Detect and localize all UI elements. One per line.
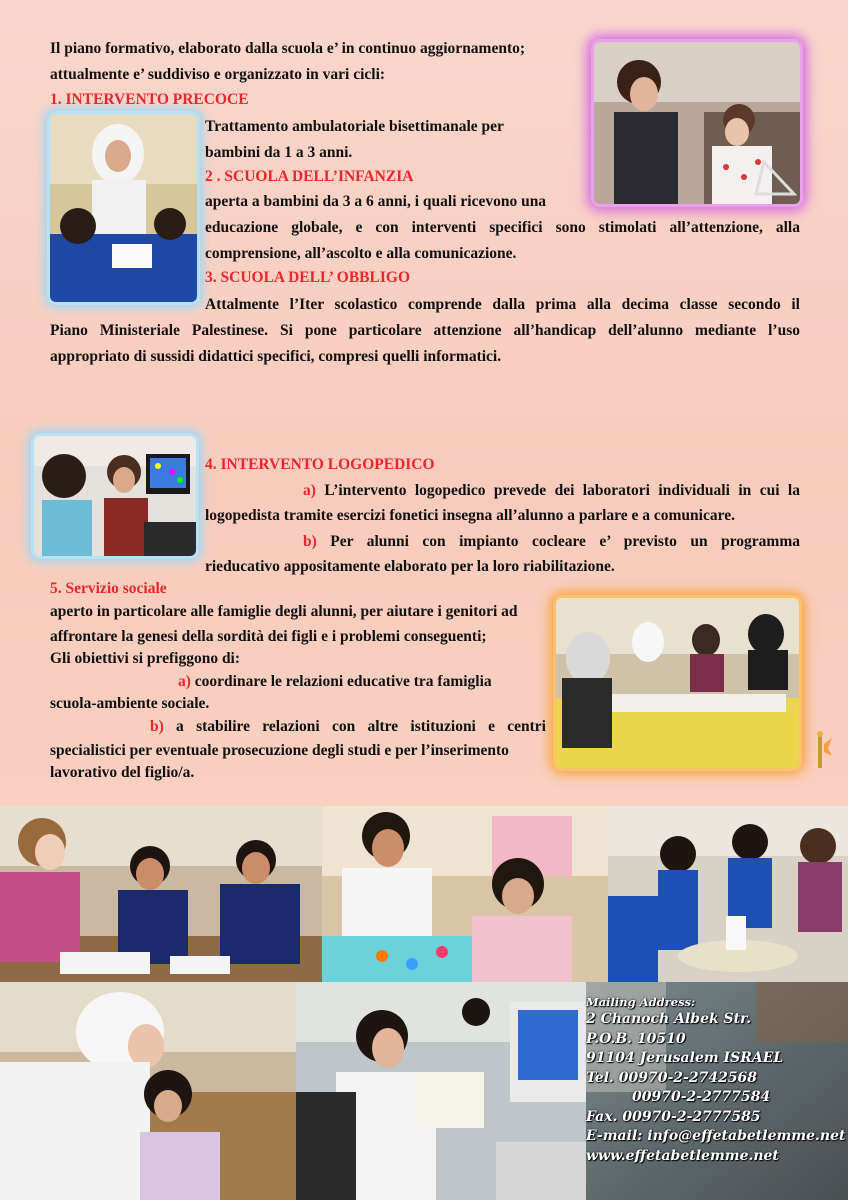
mailing-tel-1: Tel. 00970-2-2742568 xyxy=(586,1069,758,1086)
section-4-b-line-1 xyxy=(303,529,800,555)
photo-nun-teaching-children xyxy=(50,114,197,302)
section-5-a-line-1 xyxy=(178,669,492,695)
mailing-title: Mailing Address: xyxy=(586,995,696,1009)
section-3-text-line-2: Piano Ministeriale Palestinese. Si pone particolare attenzione all’handicap dell’alunno mediante l’uso xyxy=(50,322,800,339)
section-3-heading: 3. SCUOLA DELL’ OBBLIGO xyxy=(205,269,411,286)
section-5-b-text: a stabilire relazioni con altre istituzioni e centri xyxy=(163,718,546,735)
mailing-street: 2 Chanoch Albek Str. xyxy=(586,1011,752,1027)
section-5-line-2: affrontare la genesi della sordità dei figli e i problemi conseguenti; xyxy=(50,628,487,645)
section-5-a-label: a) xyxy=(178,673,191,690)
section-4-a-label: a) xyxy=(303,482,316,499)
section-1-text-line-2: bambini da 1 a 3 anni. xyxy=(205,144,353,161)
section-2-text-line-2: educazione globale, e con interventi specifici sono stimolati all’attenzione, alla xyxy=(205,219,800,236)
photo-teacher-child-music xyxy=(594,42,800,204)
section-5-line-1: aperto in particolare alle famiglie degli alunni, per aiutare i genitori ad xyxy=(50,603,518,620)
section-4-a-text: L’intervento logopedico prevede dei laboratori individuali in cui la xyxy=(315,482,800,499)
section-2-text-line-1: aperta a bambini da 3 a 6 anni, i quali ricevono una xyxy=(205,193,547,210)
decorative-figure-icon xyxy=(816,728,834,772)
section-4-b-text: Per alunni con impianto cocleare e’ previsto un programma xyxy=(316,533,800,550)
mailing-tel-2: 00970-2-2777584 xyxy=(632,1089,771,1105)
section-1-text-line-1: Trattamento ambulatoriale bisettimanale per xyxy=(205,118,504,135)
section-4-a-line-1 xyxy=(303,478,800,504)
section-5-b-label: b) xyxy=(150,718,164,735)
intro-line-1: Il piano formativo, elaborato dalla scuola e’ in continuo aggiornamento; xyxy=(50,40,526,57)
section-2-heading: 2 . SCUOLA DELL’INFANZIA xyxy=(205,168,414,185)
section-2-text-line-3: comprensione, all’ascolto e alla comunicazione. xyxy=(205,245,517,262)
section-4-heading: 4. INTERVENTO LOGOPEDICO xyxy=(205,456,435,473)
section-5-heading: 5. Servizio sociale xyxy=(50,580,167,597)
section-5-a-text: coordinare le relazioni educative tra famiglia xyxy=(190,673,492,690)
section-4-b-line-2: rieducativo appositamente elaborato per la loro riabilitazione. xyxy=(205,558,615,575)
photo-speech-therapy-computer xyxy=(34,436,196,556)
mailing-fax: Fax. 00970-2-2777585 xyxy=(586,1108,761,1125)
section-3-text-line-3: appropriato di sussidi didattici specifici, compresi quelli informatici. xyxy=(50,348,502,365)
section-5-b-line-1 xyxy=(150,714,546,740)
photo-children-play-blocks xyxy=(322,806,608,982)
intro-line-2: attualmente e’ suddiviso e organizzato in vari cicli: xyxy=(50,66,386,83)
section-4-a-line-2: logopedista tramite esercizi fonetici insegna all’alunno a parlare e a comunicare. xyxy=(205,507,735,524)
mailing-city: 91104 Jerusalem ISRAEL xyxy=(586,1050,784,1066)
section-5-b-line-2: specialistici per eventuale prosecuzione degli studi e per l’inserimento xyxy=(50,742,509,759)
section-5-a-line-2: scuola-ambiente sociale. xyxy=(50,695,210,712)
section-3-text-line-1: Attalmente l’Iter scolastico comprende dalla prima alla decima classe secondo il xyxy=(205,296,800,313)
mailing-pob: P.O.B. 10510 xyxy=(586,1030,686,1047)
section-5-b-line-3: lavorativo del figlio/a. xyxy=(50,764,195,781)
photo-classroom-students xyxy=(0,806,322,982)
section-4-b-label: b) xyxy=(303,533,317,550)
section-1-heading: 1. INTERVENTO PRECOCE xyxy=(50,91,249,108)
photo-group-children-science xyxy=(608,806,848,982)
mailing-address xyxy=(586,994,844,1166)
photo-nun-helping-child xyxy=(0,982,296,1200)
photo-girl-at-computer xyxy=(296,982,586,1200)
mailing-website[interactable]: www.effetabetlemme.net xyxy=(586,1147,779,1164)
section-5-line-3: Gli obiettivi si prefiggono di: xyxy=(50,650,241,667)
photo-mothers-meeting xyxy=(556,598,799,768)
mailing-email[interactable]: E-mail: info@effetabetlemme.net xyxy=(586,1128,846,1144)
